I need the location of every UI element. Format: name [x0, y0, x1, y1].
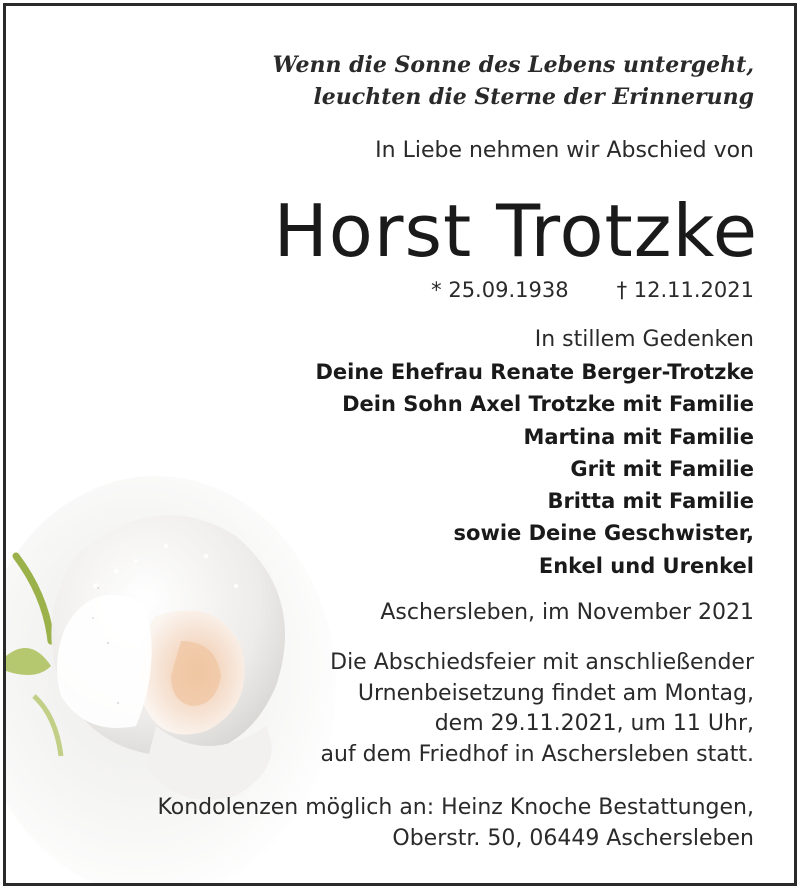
- mourner-line: Deine Ehefrau Renate Berger-Trotzke: [315, 360, 754, 384]
- intro-text: In Liebe nehmen wir Abschied von: [375, 138, 754, 163]
- ceremony-info: [321, 648, 754, 770]
- ceremony-line: dem 29.11.2021, um 11 Uhr,: [434, 711, 754, 736]
- birth-date: * 25.09.1938: [431, 278, 569, 302]
- condolences-line: Kondolenzen möglich an: Heinz Knoche Bestattungen,: [157, 795, 754, 820]
- quote-line-1: Wenn die Sonne des Lebens untergeht,: [272, 52, 754, 78]
- mourner-line: Britta mit Familie: [547, 489, 754, 514]
- death-date: † 12.11.2021: [616, 278, 754, 302]
- mourning-title: In stillem Gedenken: [534, 327, 754, 352]
- deceased-name: Horst Trotzke: [273, 189, 758, 273]
- quote: [273, 49, 754, 113]
- mourner-line: sowie Deine Geschwister,: [453, 521, 754, 546]
- condolences-line: Oberstr. 50, 06449 Aschersleben: [392, 826, 754, 851]
- mourner-line: Martina mit Familie: [523, 424, 754, 449]
- ceremony-line: auf dem Friedhof in Aschersleben statt.: [320, 741, 754, 767]
- mourner-line: Dein Sohn Axel Trotzke mit Familie: [342, 392, 754, 417]
- ceremony-line: Die Abschiedsfeier mit anschließender: [330, 650, 754, 675]
- place-date: Aschersleben, im November 2021: [380, 600, 754, 625]
- condolences-info: [157, 792, 754, 854]
- mourner-line: Grit mit Familie: [570, 456, 754, 481]
- ceremony-line: Urnenbeisetzung findet am Montag,: [357, 680, 754, 706]
- quote-line-2: leuchten die Sterne der Erinnerung: [313, 84, 754, 110]
- obituary-frame: [3, 3, 797, 886]
- mourners-list: [315, 356, 754, 582]
- life-dates: [431, 275, 754, 305]
- mourner-line: Enkel und Urenkel: [538, 553, 754, 578]
